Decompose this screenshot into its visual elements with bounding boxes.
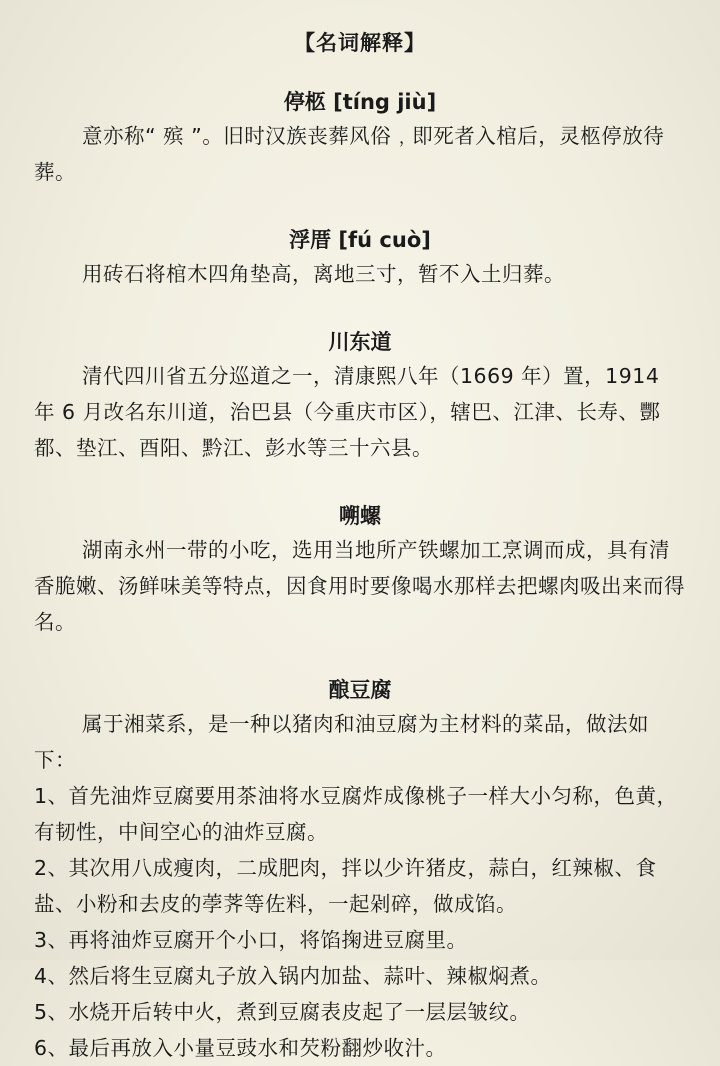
recipe-step: 6、最后再放入小量豆豉水和芡粉翻炒收汁。 [34, 1036, 447, 1060]
recipe-step: 3、再将油炸豆腐开个小口，将馅掬进豆腐里。 [34, 928, 468, 952]
recipe-step: 5、水烧开后转中火，煮到豆腐表皮起了一层层皱纹。 [34, 1000, 531, 1024]
recipe-steps-list [34, 778, 686, 1066]
recipe-step: 4、然后将生豆腐丸子放入锅内加盐、蒜叶、辣椒焖煮。 [34, 964, 552, 988]
entry-fucuo [34, 224, 686, 292]
entry-chuandongdao [34, 326, 686, 466]
entry-definition: 清代四川省五分巡道之一，清康熙八年（1669 年）置，1914 年 6 月改名东川道，治巴县（今重庆市区），辖巴、江津、长寿、酆都、垫江、酉阳、黔江、彭水等三十六县。 [34, 364, 661, 460]
page-title: 【名词解释】 [294, 31, 426, 55]
entry-term: 酿豆腐 [328, 678, 392, 702]
entry-definition: 用砖石将棺木四角垫高，离地三寸，暂不入土归葬。 [82, 262, 565, 286]
entry-term: 川东道 [328, 330, 392, 354]
entry-term: 浮厝 [fú cuò] [289, 228, 431, 252]
entry-definition: 意亦称“ 殡 ”。旧时汉族丧葬风俗﹐即死者入棺后，灵柩停放待葬。 [34, 124, 665, 184]
entry-definition: 湖南永州一带的小吃，选用当地所产铁螺加工烹调而成，具有清香脆嫩、汤鲜味美等特点，因食用时要像喝水那样去把螺肉吸出来而得名。 [34, 538, 685, 634]
entry-term: 嗍螺 [339, 504, 381, 528]
entry-tingjiu [34, 86, 686, 190]
recipe-step: 2、其次用八成瘦肉，二成肥肉，拌以少许猪皮，蒜白，红辣椒、食盐、小粉和去皮的荸荠等佐料，一起剁碎，做成馅。 [34, 856, 657, 916]
entry-definition: 属于湘菜系，是一种以猪肉和油豆腐为主材料的菜品，做法如下： [34, 712, 649, 772]
recipe-step: 1、首先油炸豆腐要用茶油将水豆腐炸成像桃子一样大小匀称，色黄，有韧性，中间空心的油炸豆腐。 [34, 784, 678, 844]
entry-suoluo [34, 500, 686, 640]
entry-niangdoufu [34, 674, 686, 1066]
entry-term: 停柩 [tíng jiù] [283, 90, 437, 114]
